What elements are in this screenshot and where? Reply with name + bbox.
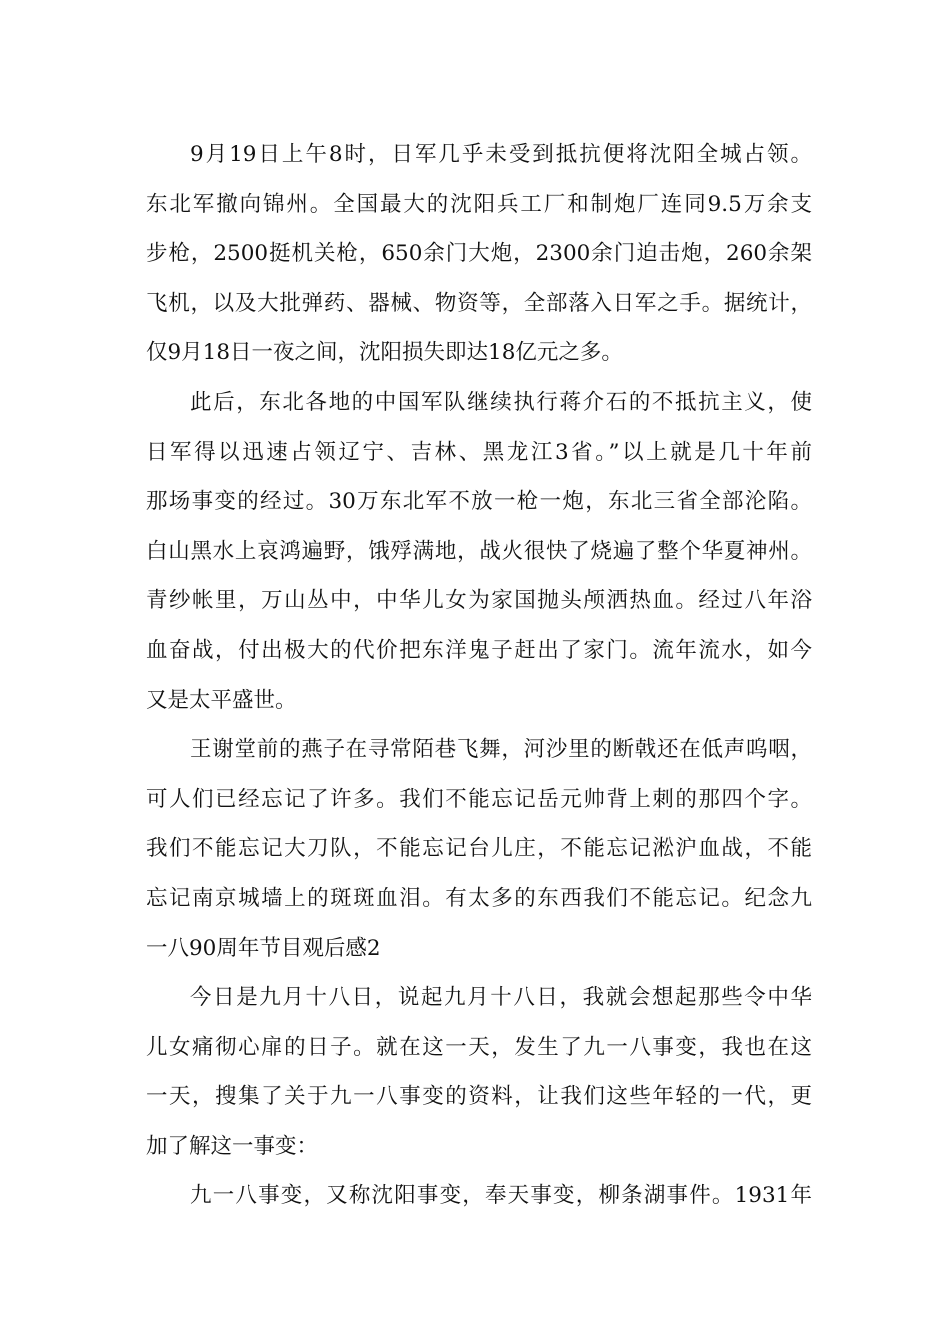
text-line: 一天，搜集了关于九一八事变的资料，让我们这些年轻的一代，更 — [146, 1084, 812, 1110]
text-line: 此后，东北各地的中国军队继续执行蒋介石的不抵抗主义，使 — [190, 389, 812, 415]
text-line: 一八90周年节目观后感2 — [146, 935, 381, 961]
text-line: 仅9月18日一夜之间，沈阳损失即达18亿元之多。 — [146, 340, 623, 366]
text-line: 9月19日上午8时，日军几乎未受到抵抗便将沈阳全城占领。 — [190, 142, 812, 167]
paragraph — [146, 130, 812, 378]
text-line: 王谢堂前的燕子在寻常陌巷飞舞，河沙里的断戟还在低声呜咽， — [190, 737, 812, 763]
text-line: 忘记南京城墙上的斑斑血泪。有太多的东西我们不能忘记。纪念九 — [146, 885, 812, 911]
text-line: 东北军撤向锦州。全国最大的沈阳兵工厂和制炮厂连同9.5万余支 — [146, 191, 812, 217]
text-line: 步枪，2500挺机关枪，650余门大炮，2300余门迫击炮，260余架 — [146, 241, 812, 267]
text-line: 今日是九月十八日，说起九月十八日，我就会想起那些令中华 — [190, 985, 812, 1011]
text-line: 那场事变的经过。30万东北军不放一枪一炮，东北三省全部沦陷。 — [146, 489, 812, 515]
text-line: 可人们已经忘记了许多。我们不能忘记岳元帅背上刺的那四个字。 — [146, 786, 812, 812]
text-line: 九一八事变，又称沈阳事变，奉天事变，柳条湖事件。1931年 — [190, 1183, 812, 1209]
paragraph — [146, 378, 812, 725]
text-line: 飞机，以及大批弹药、器械、物资等，全部落入日军之手。据统计， — [146, 290, 812, 316]
text-line: 加了解这一事变： — [146, 1133, 319, 1159]
text-line: 我们不能忘记大刀队，不能忘记台儿庄，不能忘记淞沪血战，不能 — [146, 836, 812, 862]
paragraph — [146, 973, 812, 1171]
text-line: 青纱帐里，万山丛中，中华儿女为家国抛头颅洒热血。经过八年浴 — [146, 588, 812, 614]
document-body — [146, 130, 812, 1221]
paragraph — [146, 725, 812, 973]
text-line: 又是太平盛世。 — [146, 687, 297, 713]
text-line: 儿女痛彻心扉的日子。就在这一天，发生了九一八事变，我也在这 — [146, 1034, 812, 1060]
text-line: 血奋战，付出极大的代价把东洋鬼子赶出了家门。流年流水，如今 — [146, 637, 812, 663]
text-line: 白山黑水上哀鸿遍野，饿殍满地，战火很快了烧遍了整个华夏神州。 — [146, 538, 812, 564]
text-line: 日军得以迅速占领辽宁、吉林、黑龙江3省。”以上就是几十年前 — [146, 439, 812, 465]
paragraph — [146, 1171, 812, 1221]
